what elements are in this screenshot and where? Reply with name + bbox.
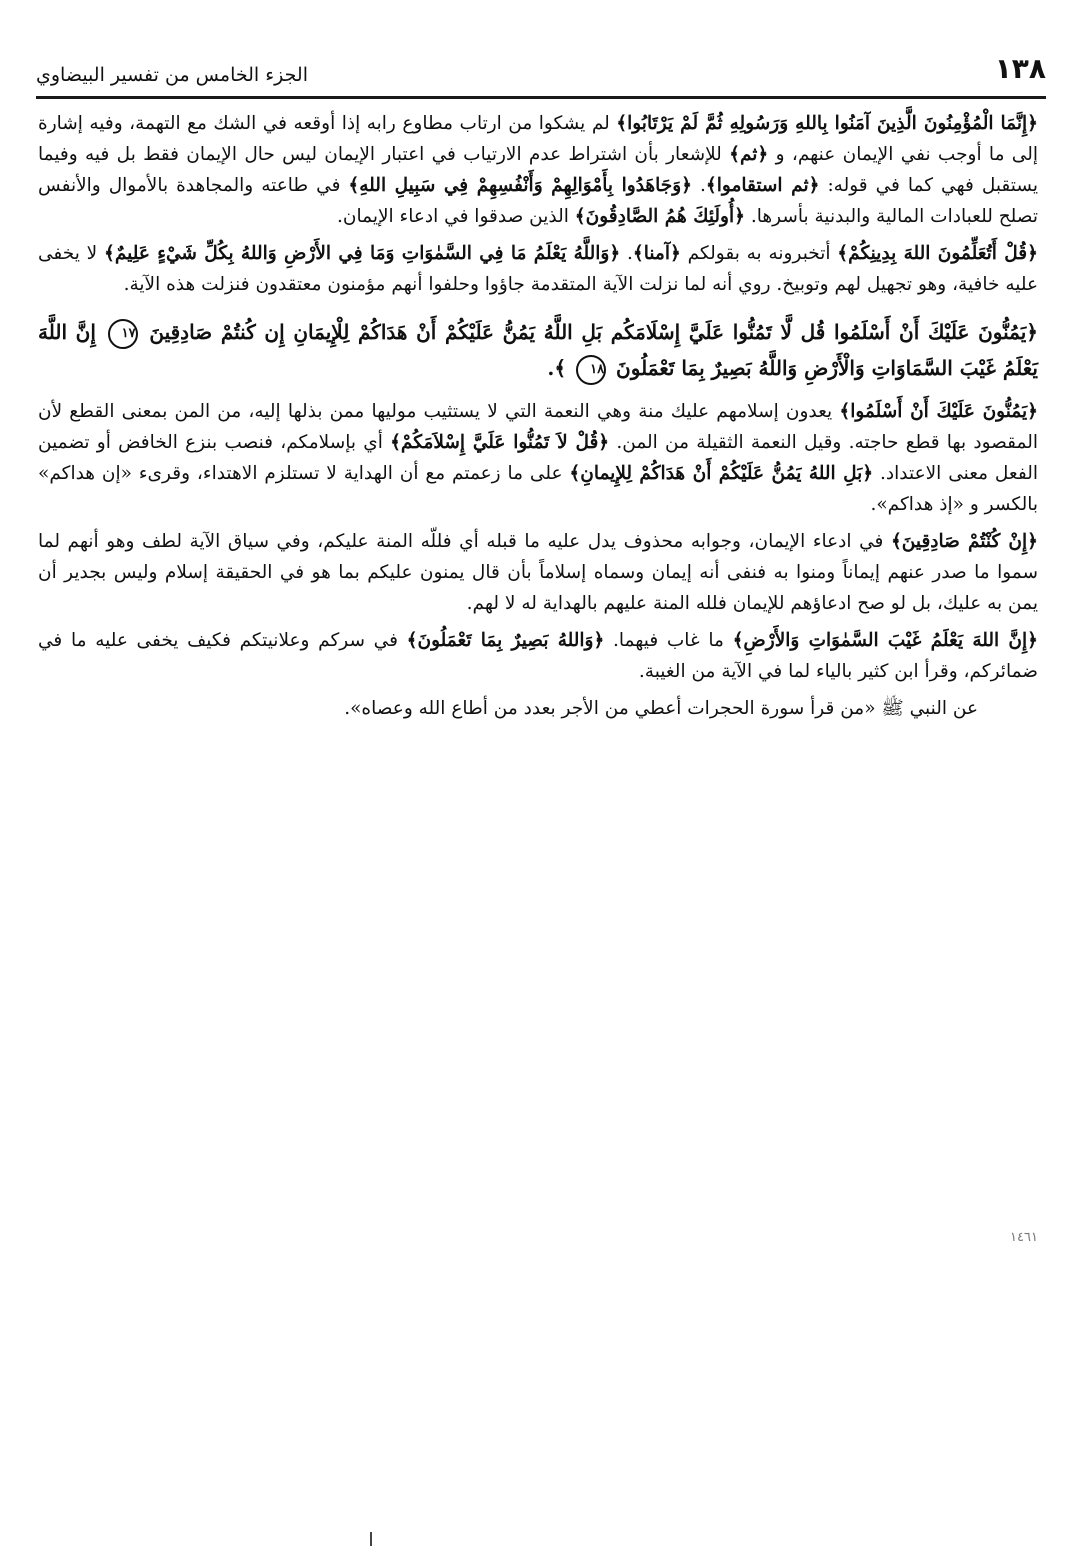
quran-quote: ﴿قُلْ أَتُعَلِّمُونَ اللهَ بِدِينِكُمْ﴾ [837, 243, 1038, 264]
commentary-text: في سركم وعلانيتكم فكيف يخفى عليه ما في ضمائركم، وقرأ ابن كثير بالياء لما في الآية من الغيبة. [38, 630, 1038, 682]
commentary-text: في طاعته والمجاهدة بالأموال والأنفس تصلح للعبادات المالية والبدنية بأسرها. [38, 175, 1038, 227]
quran-quote: ﴿أُولَئِكَ هُمُ الصَّادِقُونَ﴾ [574, 206, 745, 227]
main-text [38, 108, 1038, 730]
quran-verse-block [38, 314, 1038, 386]
quran-quote: ﴿ثم استقاموا﴾ [705, 175, 820, 196]
quran-quote: ﴿ثم﴾ [729, 144, 769, 165]
ayah-number-18: ١٨ [576, 355, 606, 385]
quran-quote: ﴿قُلْ لاَ تَمُنُّوا عَلَيَّ إِسْلاَمَكُمْ﴾ [390, 432, 610, 453]
commentary-text: الذين صدقوا في ادعاء الإيمان. [337, 206, 575, 227]
header-rule [36, 96, 1046, 99]
paragraph-3 [38, 396, 1038, 520]
commentary-text: . [692, 175, 706, 196]
commentary-text: لم يشكوا من ارتاب مطاوع رابه إذا أوقعه في الشك مع التهمة، وفيه إشارة إلى ما أوجب نفي الإيمان عنهم، و [38, 113, 1038, 165]
commentary-text: أي بإسلامكم، فنصب بنزع الخافض أو تضمين الفعل معنى الاعتداد. [38, 432, 1038, 484]
hadith-line: عن النبي ﷺ «من قرأ سورة الحجرات أعطي من الأجر بعدد من أطاع الله وعصاه». [344, 698, 978, 719]
paragraph-2 [38, 238, 1038, 300]
commentary-text: ما غاب فيهما. [604, 630, 733, 651]
page-header [36, 52, 1046, 98]
paragraph-1 [38, 108, 1038, 232]
quran-quote: ﴿إِنَّمَا الْمُؤْمِنُونَ الَّذِينَ آمَنُوا بِاللهِ وَرَسُولِهِ ثُمَّ لَمْ يَرْتَابُوا﴾ [616, 113, 1038, 134]
commentary-text: . [620, 243, 633, 264]
quran-quote: ﴿إِنْ كُنْتُمْ صَادِقِينَ﴾ [890, 531, 1038, 552]
scan-mark [370, 1532, 372, 1546]
running-title: الجزء الخامس من تفسير البيضاوي [36, 64, 308, 86]
commentary-text: أتخبرونه به بقولكم [680, 243, 838, 264]
quran-quote: ﴿يَمُنُّونَ عَلَيْكَ أَنْ أَسْلَمُوا﴾ [839, 401, 1038, 422]
commentary-text: يعدون إسلامهم عليك منة وهي النعمة التي لا يستثيب موليها ممن بذلها إليه، من المن بمعنى القطع لأن المقصود بها قطع حاجته. وقيل النعمة الثقيلة من المن. [38, 401, 1039, 453]
margin-mark: ١٤٦١ [1010, 1230, 1038, 1245]
commentary-text: للإشعار بأن اشتراط عدم الارتياب في اعتبار الإيمان ليس حال الإيمان فقط بل فيه وفيما يستقبل فهي كما في قوله: [38, 144, 1039, 196]
commentary-text: على ما زعمتم مع أن الهداية لا تستلزم الاهتداء، وقرىء «إن هداكم» بالكسر و «إذ هداكم». [38, 463, 1038, 515]
page-number: ١٣٨ [994, 52, 1046, 85]
commentary-text: في ادعاء الإيمان، وجوابه محذوف يدل عليه ما قبله أي فللّه المنة عليكم، وفي سياق الآية لطف وهو أنهم لما سموا ما صدر عنهم إيماناً ومنوا به فنفى أنه إيمان وسماه إسلاماً بأن قال يمنون عليكم بما هو في الحقيقة إسلام وليس بجدير أن يمن به عليك، بل لو صح ادعاؤهم للإيمان فلله المنة عليهم بالهداية له لا لهم. [38, 531, 1038, 614]
verse-text-part-1: ﴿يَمُنُّونَ عَلَيْكَ أَنْ أَسْلَمُوا قُل لَّا تَمُنُّوا عَلَيَّ إِسْلَامَكُم بَلِ اللَّهُ يَمُنُّ عَلَيْكُمْ أَنْ هَدَاكُمْ لِلْإِيمَانِ إِن كُنتُمْ صَادِقِينَ [149, 320, 1039, 344]
verse-text-part-2: إِنَّ اللَّهَ يَعْلَمُ غَيْبَ السَّمَاوَاتِ وَالْأَرْضِ وَاللَّهُ بَصِيرٌ بِمَا تَعْمَلُونَ [38, 320, 1038, 380]
paragraph-5 [38, 625, 1038, 687]
paragraph-4 [38, 526, 1038, 619]
quran-quote: ﴿وَاللَّهُ يَعْلَمُ مَا فِي السَّمٰوَاتِ وَمَا فِي الأَرْضِ وَاللهُ بِكُلِّ شَيْءٍ عَلِيمٌ﴾ [104, 243, 621, 264]
ayah-number-17: ١٧ [108, 319, 138, 349]
commentary-text: لا يخفى عليه خافية، وهو تجهيل لهم وتوبيخ. روي أنه لما نزلت الآية المتقدمة جاؤوا وحلفوا أنهم مؤمنون معتقدون فنزلت هذه الآية. [38, 243, 1038, 295]
quran-quote: ﴿إِنَّ اللهَ يَعْلَمُ غَيْبَ السَّمٰوَاتِ وَالأَرْضِ﴾ [732, 630, 1038, 651]
verse-close: ﴾. [547, 356, 567, 380]
quran-quote: ﴿وَجَاهَدُوا بِأَمْوَالِهِمْ وَأَنْفُسِهِمْ فِي سَبِيلِ اللهِ﴾ [348, 175, 693, 196]
quran-quote: ﴿وَاللهُ بَصِيرٌ بِمَا تَعْمَلُونَ﴾ [406, 630, 605, 651]
quran-quote: ﴿بَلِ اللهُ يَمُنُّ عَلَيْكُمْ أَنْ هَدَاكُمْ لِلإِيمانِ﴾ [569, 463, 874, 484]
quran-quote: ﴿آمنا﴾ [632, 243, 681, 264]
